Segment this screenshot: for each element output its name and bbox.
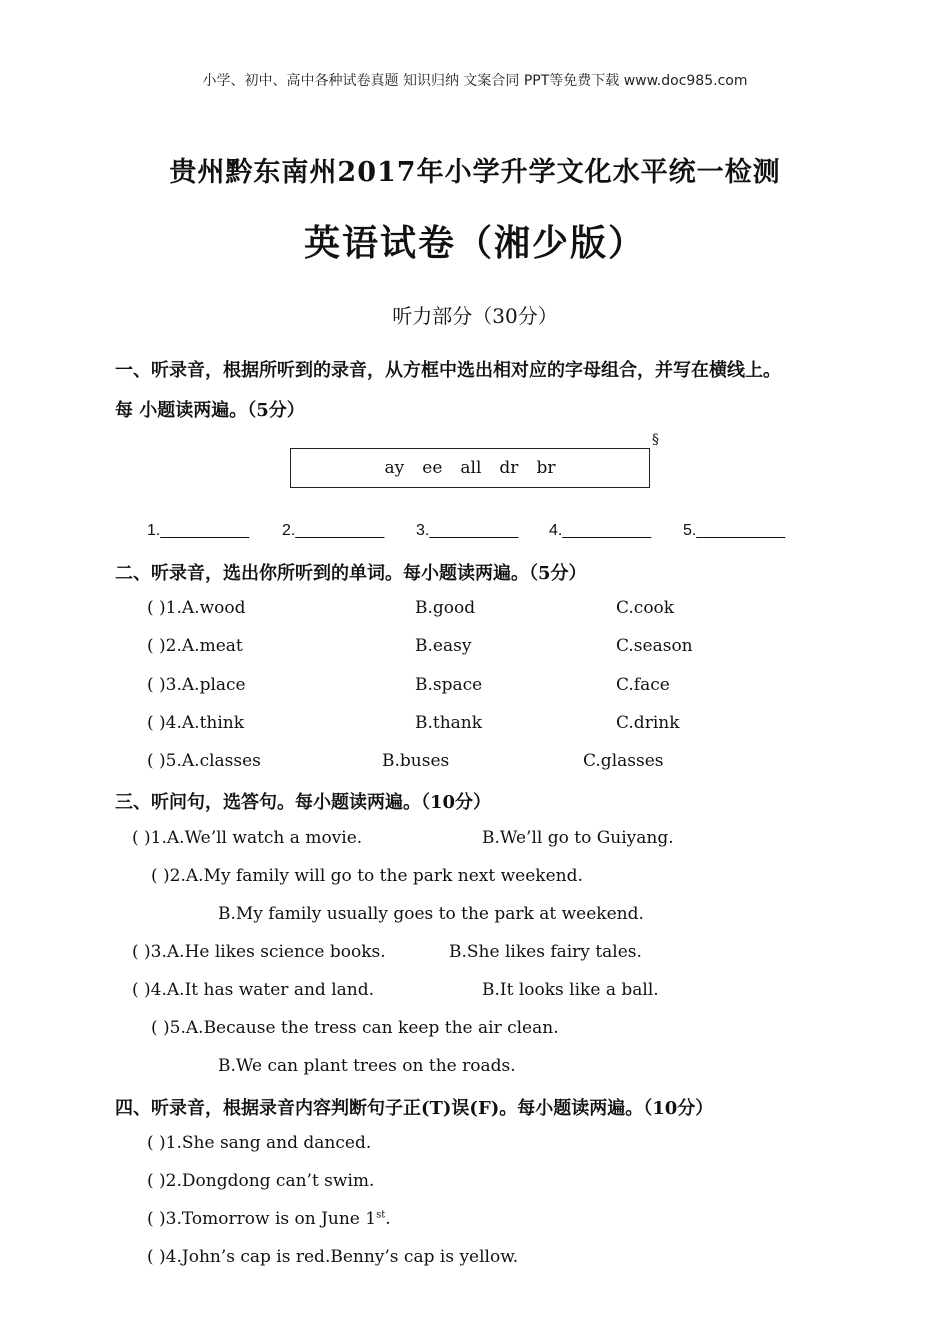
s3-q3-a: ( )3.A.He likes science books. — [132, 942, 386, 962]
s2-q5-a: ( )5.A.classes — [147, 751, 261, 771]
s4-q3-sup: st — [376, 1209, 386, 1221]
s3-q5-a: ( )5.A.Because the tress can keep the air clean. — [151, 1018, 559, 1038]
answer-blank-4[interactable]: 4.__________ — [549, 522, 652, 539]
answer-blank-1[interactable]: 1.__________ — [147, 522, 250, 539]
s3-q3-b: B.She likes fairy tales. — [449, 942, 642, 962]
s2-q4-a: ( )4.A.think — [147, 713, 245, 733]
s3-q4-a: ( )4.A.It has water and land. — [132, 980, 375, 1000]
box-item: ee — [422, 458, 443, 478]
s2-q4-b: B.thank — [415, 713, 483, 733]
part-title: 听力部分（30分） — [392, 304, 558, 328]
s4-q3-text: ( )3.Tomorrow is on June 1 — [147, 1209, 377, 1229]
s2-q5-b: B.buses — [382, 751, 450, 771]
s3-q2-b: B.My family usually goes to the park at weekend. — [218, 904, 644, 924]
section-mark: § — [652, 432, 659, 448]
s2-q2-c: C.season — [616, 636, 693, 656]
s2-q5-c: C.glasses — [583, 751, 664, 771]
answer-blank-2[interactable]: 2.__________ — [282, 522, 385, 539]
section2-heading: 二、听录音，选出你所听到的单词。每小题读两遍。（5分） — [115, 563, 587, 584]
section4-heading: 四、听录音，根据录音内容判断句子正(T)误(F)。每小题读两遍。（10分） — [115, 1098, 714, 1119]
s3-q1-b: B.We’ll go to Guiyang. — [482, 828, 674, 848]
box-item: br — [536, 458, 556, 478]
s4-q4: ( )4.John’s cap is red.Benny’s cap is yellow. — [147, 1247, 519, 1267]
s4-q3-end: . — [385, 1209, 391, 1229]
s3-q4-b: B.It looks like a ball. — [482, 980, 659, 1000]
answer-blank-3[interactable]: 3.__________ — [416, 522, 519, 539]
s2-q1-a: ( )1.A.wood — [147, 598, 246, 618]
s2-q1-b: B.good — [415, 598, 476, 618]
section1-heading: 一、听录音，根据所听到的录音，从方框中选出相对应的字母组合，并写在横线上。 — [115, 360, 781, 381]
answer-blank-5[interactable]: 5.__________ — [683, 522, 786, 539]
box-item: all — [460, 458, 482, 478]
s2-q3-b: B.space — [415, 675, 483, 695]
section3-heading: 三、听问句，选答句。每小题读两遍。（10分） — [115, 792, 492, 813]
s2-q2-b: B.easy — [415, 636, 472, 656]
s3-q5-b: B.We can plant trees on the roads. — [218, 1056, 516, 1076]
section1-heading-cont: 每 小题读两遍。（5分） — [115, 400, 305, 421]
box-item: ay — [384, 458, 405, 478]
s2-q3-a: ( )3.A.place — [147, 675, 246, 695]
letter-combination-box — [290, 448, 650, 488]
s4-q1: ( )1.She sang and danced. — [147, 1133, 372, 1153]
header-banner: 小学、初中、高中各种试卷真题 知识归纳 文案合同 PPT等免费下载 www.doc985.com — [202, 73, 748, 89]
exam-title: 贵州黔东南州2017年小学升学文化水平统一检测 — [169, 157, 781, 188]
s2-q3-c: C.face — [616, 675, 670, 695]
s3-q1-a: ( )1.A.We’ll watch a movie. — [132, 828, 363, 848]
box-item: dr — [499, 458, 519, 478]
s2-q4-c: C.drink — [616, 713, 680, 733]
s4-q3 — [147, 1209, 391, 1229]
s3-q2-a: ( )2.A.My family will go to the park next weekend. — [151, 866, 583, 886]
exam-subtitle: 英语试卷（湘少版） — [303, 222, 646, 264]
s2-q2-a: ( )2.A.meat — [147, 636, 243, 656]
s4-q2: ( )2.Dongdong can’t swim. — [147, 1171, 375, 1191]
s2-q1-c: C.cook — [616, 598, 675, 618]
